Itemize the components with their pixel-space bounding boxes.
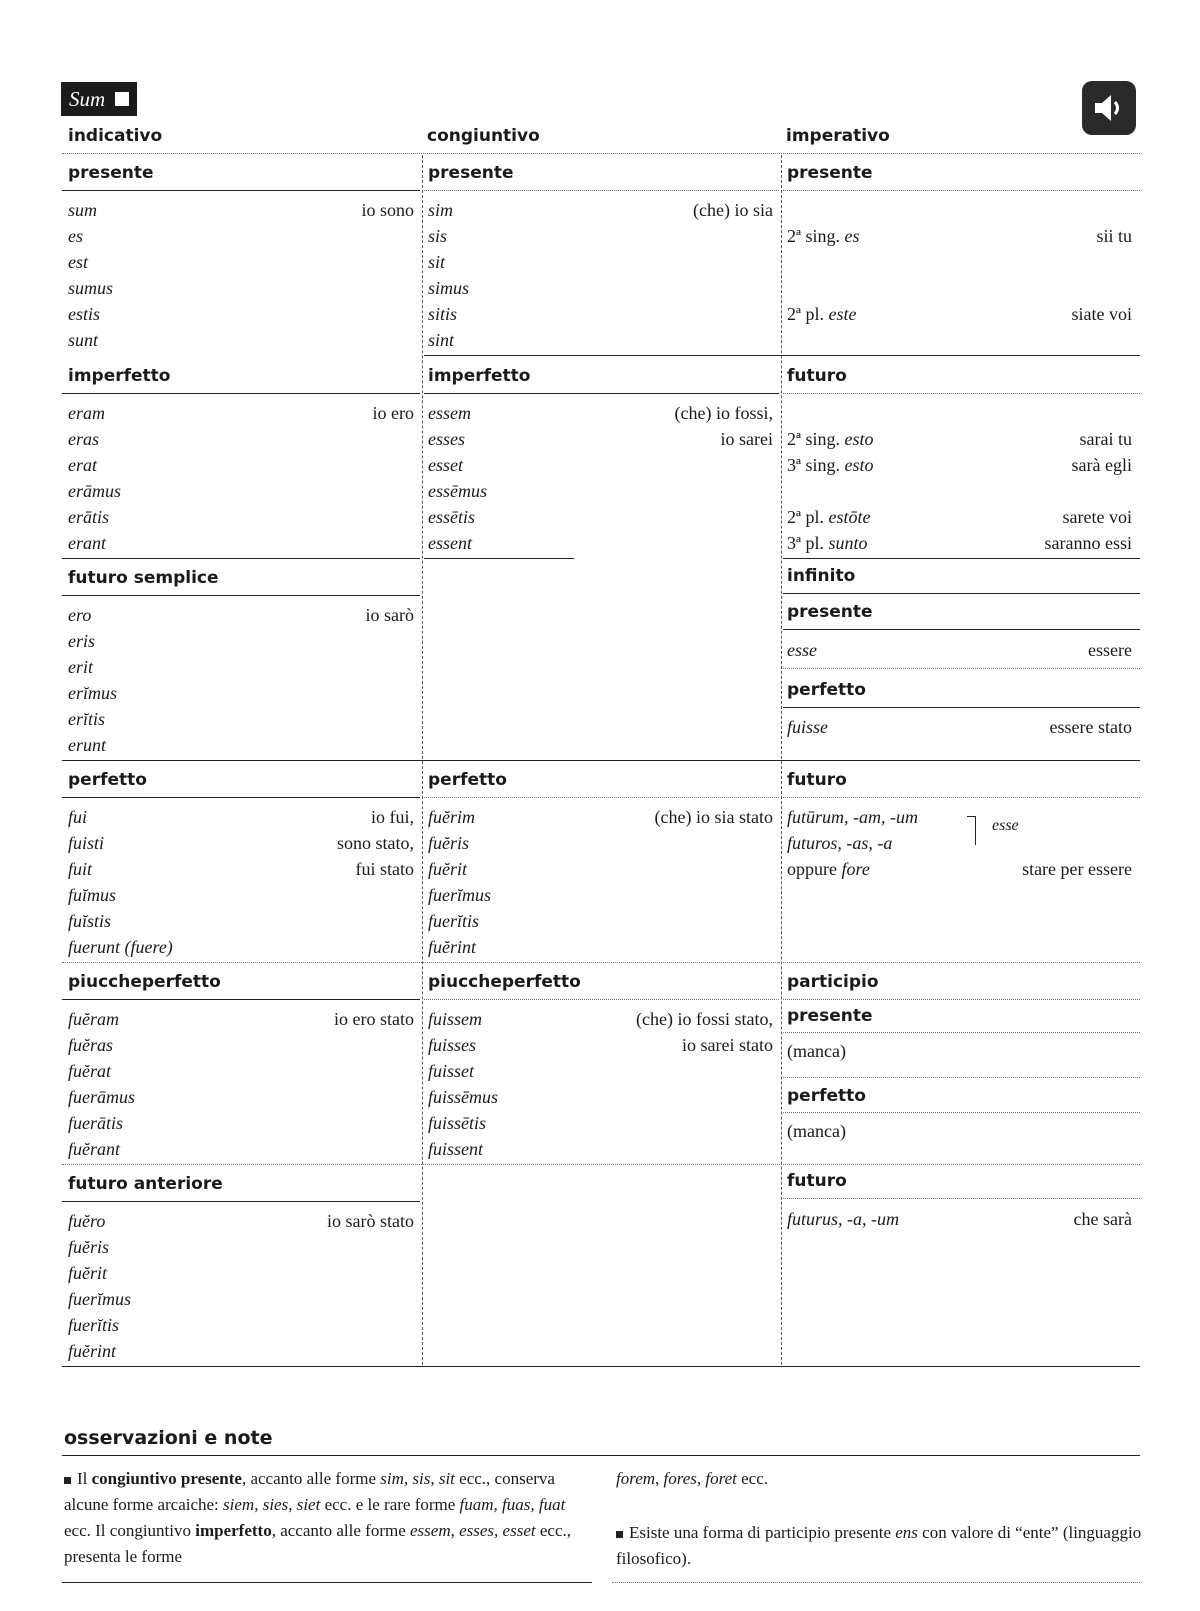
- section-heading: futuro semplice: [68, 568, 219, 588]
- note-text: con valore di “ente” (linguaggio filosofico).: [616, 1523, 1142, 1568]
- participle-value: (manca): [787, 1041, 846, 1061]
- translation: io sarei: [720, 429, 773, 449]
- note-2: [616, 1520, 1146, 1572]
- verb-form: fuĭmus: [68, 885, 117, 905]
- verb-form: erit: [68, 657, 93, 677]
- person-label: 2ª sing.: [787, 226, 840, 246]
- verb-form: essem: [428, 403, 471, 423]
- divider: [783, 593, 1140, 594]
- participle-value: (manca): [787, 1121, 846, 1141]
- verb-form: fuĕrit: [428, 859, 467, 879]
- verb-form: fuĕrint: [428, 937, 476, 957]
- verb-form: esset: [428, 455, 463, 475]
- divider: [783, 707, 1140, 708]
- verb-form: fuĕrant: [68, 1139, 120, 1159]
- translation: siate voi: [1071, 304, 1132, 324]
- translation: (che) io fossi stato,: [636, 1009, 773, 1029]
- divider: [612, 1582, 1140, 1583]
- imperative-row: [787, 533, 867, 554]
- divider: [62, 1582, 592, 1583]
- note-bold: congiuntivo presente: [91, 1469, 242, 1488]
- verb-form: erant: [68, 533, 106, 553]
- verb-form: erātis: [68, 507, 110, 527]
- verb-form: fuĕris: [428, 833, 470, 853]
- divider: [62, 760, 1140, 761]
- section-heading: presente: [428, 163, 514, 183]
- verb-form: estis: [68, 304, 101, 324]
- divider: [62, 595, 420, 596]
- verb-form: fuisse: [787, 717, 829, 737]
- imperative-row: [787, 455, 873, 476]
- note-italic: siem, sies, siet: [223, 1495, 321, 1514]
- section-heading: piuccheperfetto: [428, 972, 581, 992]
- verb-form: sis: [428, 226, 448, 246]
- person-label: 3ª sing.: [787, 455, 840, 475]
- verb-form: esto: [844, 455, 874, 475]
- note-text: , accanto alle forme: [241, 1469, 381, 1488]
- imperative-row: [787, 226, 859, 247]
- note-italic: sim, sis, sit: [380, 1469, 455, 1488]
- verb-form: fuisses: [428, 1035, 477, 1055]
- section-heading: imperfetto: [68, 366, 171, 386]
- verb-form: fui: [68, 807, 88, 827]
- verb-form: eras: [68, 429, 99, 449]
- note-italic: fuam, fuas, fuat: [459, 1495, 566, 1514]
- divider: [62, 1455, 1140, 1456]
- verb-form: fuerātis: [68, 1113, 124, 1133]
- divider: [62, 393, 420, 394]
- section-heading: futuro anteriore: [68, 1174, 223, 1194]
- section-heading: presente: [787, 602, 873, 622]
- verb-form: erĭmus: [68, 683, 117, 703]
- translation: (che) io sia stato: [654, 807, 773, 827]
- translation: sarà egli: [1071, 455, 1132, 475]
- divider: [62, 190, 420, 191]
- divider: [783, 1077, 1140, 1078]
- translation: fui stato: [355, 859, 414, 879]
- verb-form: fuĕram: [68, 1009, 119, 1029]
- verb-form: fuissent: [428, 1139, 484, 1159]
- alternative-form: [787, 859, 870, 880]
- translation: sii tu: [1096, 226, 1132, 246]
- verb-form: fuĕrim: [428, 807, 475, 827]
- divider: [62, 962, 1140, 963]
- divider: [783, 1112, 1140, 1113]
- verb-form: fuerunt (fuere): [68, 937, 173, 957]
- translation: sarete voi: [1062, 507, 1132, 527]
- bullet-icon: [616, 1531, 623, 1538]
- verb-form: esses: [428, 429, 465, 449]
- participio-heading: participio: [787, 972, 879, 992]
- divider: [783, 1198, 1140, 1199]
- notes-heading: osservazioni e note: [64, 1427, 273, 1449]
- divider: [62, 1164, 1140, 1165]
- verb-form: sunt: [68, 330, 99, 350]
- verb-form: eram: [68, 403, 105, 423]
- section-heading: presente: [787, 1006, 873, 1026]
- divider: [783, 393, 1140, 394]
- section-heading: presente: [787, 163, 873, 183]
- audio-speaker-icon[interactable]: [1082, 81, 1136, 135]
- divider: [62, 797, 420, 798]
- verb-form: esse: [992, 817, 1019, 834]
- verb-form: fuissēmus: [428, 1087, 499, 1107]
- translation: io sarei stato: [682, 1035, 773, 1055]
- verb-form: fuissem: [428, 1009, 482, 1029]
- divider: [424, 999, 779, 1000]
- verb-form: fuĕrat: [68, 1061, 111, 1081]
- verb-form: erat: [68, 455, 97, 475]
- translation: io ero stato: [334, 1009, 414, 1029]
- note-1: [64, 1466, 592, 1570]
- verb-form: fuĕrit: [68, 1263, 107, 1283]
- verb-form: fuit: [68, 859, 93, 879]
- divider: [62, 153, 1140, 154]
- verb-form: este: [828, 304, 857, 324]
- section-heading: perfetto: [68, 770, 147, 790]
- verb-form: futurus, -a, -um: [787, 1209, 899, 1229]
- verb-form: essēmus: [428, 481, 487, 501]
- divider: [783, 999, 1140, 1000]
- translation: stare per essere: [1022, 859, 1132, 879]
- verb-form: sint: [428, 330, 455, 350]
- verb-form: es: [68, 226, 83, 246]
- divider: [62, 1366, 1140, 1367]
- square-icon: [115, 92, 129, 106]
- verb-form: erunt: [68, 735, 106, 755]
- note-bold: imperfetto: [195, 1521, 272, 1540]
- divider: [424, 190, 779, 191]
- verb-form: fuĕrint: [68, 1341, 116, 1361]
- verb-form: fuĕris: [68, 1237, 110, 1257]
- verb-form: fuerĭmus: [68, 1289, 131, 1309]
- verb-form: fore: [841, 859, 870, 879]
- translation: io fui,: [371, 807, 414, 827]
- verb-form: fuerĭmus: [428, 885, 491, 905]
- section-heading: futuro: [787, 1171, 847, 1191]
- divider: [62, 999, 420, 1000]
- verb-form: sitis: [428, 304, 458, 324]
- page-title: Sum: [69, 86, 106, 111]
- translation: io sono: [361, 200, 414, 220]
- verb-form: fuĕras: [68, 1035, 113, 1055]
- verb-form: eris: [68, 631, 95, 651]
- verb-form: sumus: [68, 278, 114, 298]
- verb-form: est: [68, 252, 88, 272]
- divider: [783, 558, 1140, 559]
- imperative-row: [787, 429, 873, 450]
- translation: essere stato: [1049, 717, 1132, 737]
- imperativo-heading: imperativo: [786, 126, 890, 146]
- person-label: 3ª pl.: [787, 533, 824, 553]
- translation: che sarà: [1073, 1209, 1132, 1229]
- verb-form: es: [844, 226, 860, 246]
- verb-form: sim: [428, 200, 454, 220]
- section-heading: perfetto: [428, 770, 507, 790]
- note-italic: essem, esses, esset: [410, 1521, 536, 1540]
- divider: [424, 797, 779, 798]
- congiuntivo-heading: congiuntivo: [427, 126, 540, 146]
- verb-form: sum: [68, 200, 98, 220]
- note-italic: forem, fores, foret: [616, 1469, 737, 1488]
- verb-form: esto: [844, 429, 874, 449]
- alt-prefix: oppure: [787, 859, 837, 879]
- verb-form: futuros, -as, -a: [787, 833, 893, 853]
- verb-form: fuĭstis: [68, 911, 112, 931]
- note-text: Il: [77, 1469, 92, 1488]
- note-text: ecc.: [736, 1469, 769, 1488]
- person-label: 2ª sing.: [787, 429, 840, 449]
- note-1-continued: [616, 1466, 1146, 1492]
- person-label: 2ª pl.: [787, 304, 824, 324]
- verb-form: fuisti: [68, 833, 105, 853]
- imperative-row: [787, 507, 870, 528]
- note-text: ecc. Il congiuntivo: [64, 1521, 196, 1540]
- bullet-icon: [64, 1477, 71, 1484]
- divider: [424, 558, 574, 559]
- note-text: Esiste una forma di participio presente: [629, 1523, 896, 1542]
- section-heading: perfetto: [787, 1086, 866, 1106]
- verb-form: erĭtis: [68, 709, 106, 729]
- bracket: [967, 816, 976, 845]
- verb-form: estōte: [828, 507, 871, 527]
- person-label: 2ª pl.: [787, 507, 824, 527]
- divider: [424, 355, 1140, 356]
- imperative-row: [787, 304, 856, 325]
- verb-form: ero: [68, 605, 92, 625]
- translation: saranno essi: [1044, 533, 1132, 553]
- indicativo-heading: indicativo: [68, 126, 163, 146]
- translation: (che) io fossi,: [674, 403, 773, 423]
- translation: sarai tu: [1079, 429, 1132, 449]
- section-heading: piuccheperfetto: [68, 972, 221, 992]
- section-heading: presente: [68, 163, 154, 183]
- verb-form: sunto: [828, 533, 868, 553]
- divider: [783, 668, 1140, 669]
- note-text: ecc., conserva alcune forme arcaiche:: [64, 1469, 555, 1514]
- verb-form: fuerĭtis: [68, 1315, 120, 1335]
- divider: [783, 629, 1140, 630]
- translation: essere: [1088, 640, 1132, 660]
- note-text: ecc. e le rare forme: [320, 1495, 460, 1514]
- divider: [783, 190, 1140, 191]
- verb-form: erāmus: [68, 481, 121, 501]
- title-badge: [61, 82, 137, 116]
- divider: [62, 558, 420, 559]
- infinito-heading: infinito: [787, 566, 856, 586]
- translation: io ero: [372, 403, 414, 423]
- verb-form: fuisset: [428, 1061, 475, 1081]
- verb-form: essētis: [428, 507, 475, 527]
- section-heading: perfetto: [787, 680, 866, 700]
- verb-form: fuerĭtis: [428, 911, 480, 931]
- divider: [62, 1201, 420, 1202]
- section-heading: imperfetto: [428, 366, 531, 386]
- translation: io sarò stato: [327, 1211, 414, 1231]
- verb-form: futūrum, -am, -um: [787, 807, 918, 827]
- verb-form: simus: [428, 278, 470, 298]
- note-italic: ens: [895, 1523, 918, 1542]
- section-heading: futuro: [787, 366, 847, 386]
- note-text: ecc., presenta le forme: [64, 1521, 571, 1566]
- translation: (che) io sia: [693, 200, 773, 220]
- translation: sono stato,: [336, 833, 414, 853]
- section-heading: futuro: [787, 770, 847, 790]
- divider: [783, 797, 1140, 798]
- verb-form: sit: [428, 252, 446, 272]
- translation: io sarò: [365, 605, 414, 625]
- divider: [783, 1032, 1140, 1033]
- verb-form: fuĕro: [68, 1211, 106, 1231]
- verb-form: essent: [428, 533, 472, 553]
- verb-form: fuerāmus: [68, 1087, 135, 1107]
- verb-form: fuissētis: [428, 1113, 487, 1133]
- verb-form: esse: [787, 640, 817, 660]
- divider: [424, 393, 779, 394]
- note-text: , accanto alle forme: [271, 1521, 411, 1540]
